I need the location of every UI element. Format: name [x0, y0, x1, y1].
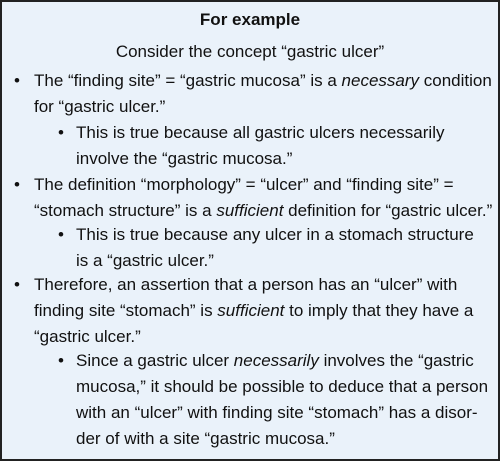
list-item — [76, 120, 444, 172]
item-line: with an “ulcer” with finding site “stomach” has a disor- — [76, 403, 478, 422]
list-item — [76, 222, 474, 274]
item-line: Since a gastric ulcer necessarily involves the “gastric — [76, 351, 474, 370]
item-line: finding site “stomach” is sufficient to imply that they have a — [34, 301, 474, 320]
list-item — [34, 272, 473, 350]
item-line: This is true because all gastric ulcers necessarily — [76, 123, 445, 142]
bullet-marker: • — [14, 71, 20, 90]
bullet-marker: • — [58, 351, 64, 370]
bullet-marker: • — [14, 275, 20, 294]
item-line: This is true because any ulcer in a stomach structure — [76, 225, 474, 244]
bullet-marker: • — [14, 175, 20, 194]
box-title: For example — [199, 10, 301, 29]
list-item — [34, 68, 492, 120]
item-line: “gastric ulcer.” — [34, 327, 141, 346]
item-line: Therefore, an assertion that a person has an “ulcer” with — [34, 275, 458, 294]
item-line: is a “gastric ulcer.” — [76, 251, 214, 270]
item-line: for “gastric ulcer.” — [34, 97, 166, 116]
list-item — [34, 172, 492, 224]
bullet-marker: • — [58, 123, 64, 142]
item-line: The definition “morphology” = “ulcer” and “finding site” = — [34, 175, 454, 194]
list-item — [76, 348, 488, 452]
item-line: The “finding site” = “gastric mucosa” is a necessary condition — [34, 71, 492, 90]
item-line: involve the “gastric mucosa.” — [76, 149, 293, 168]
item-line: “stomach structure” is a sufficient definition for “gastric ulcer.” — [34, 201, 493, 220]
item-line: der of with a site “gastric mucosa.” — [76, 429, 335, 448]
box-subtitle: Consider the concept “gastric ulcer” — [115, 42, 385, 61]
item-line: mucosa,” it should be possible to deduce that a person — [76, 377, 489, 396]
bullet-marker: • — [58, 225, 64, 244]
